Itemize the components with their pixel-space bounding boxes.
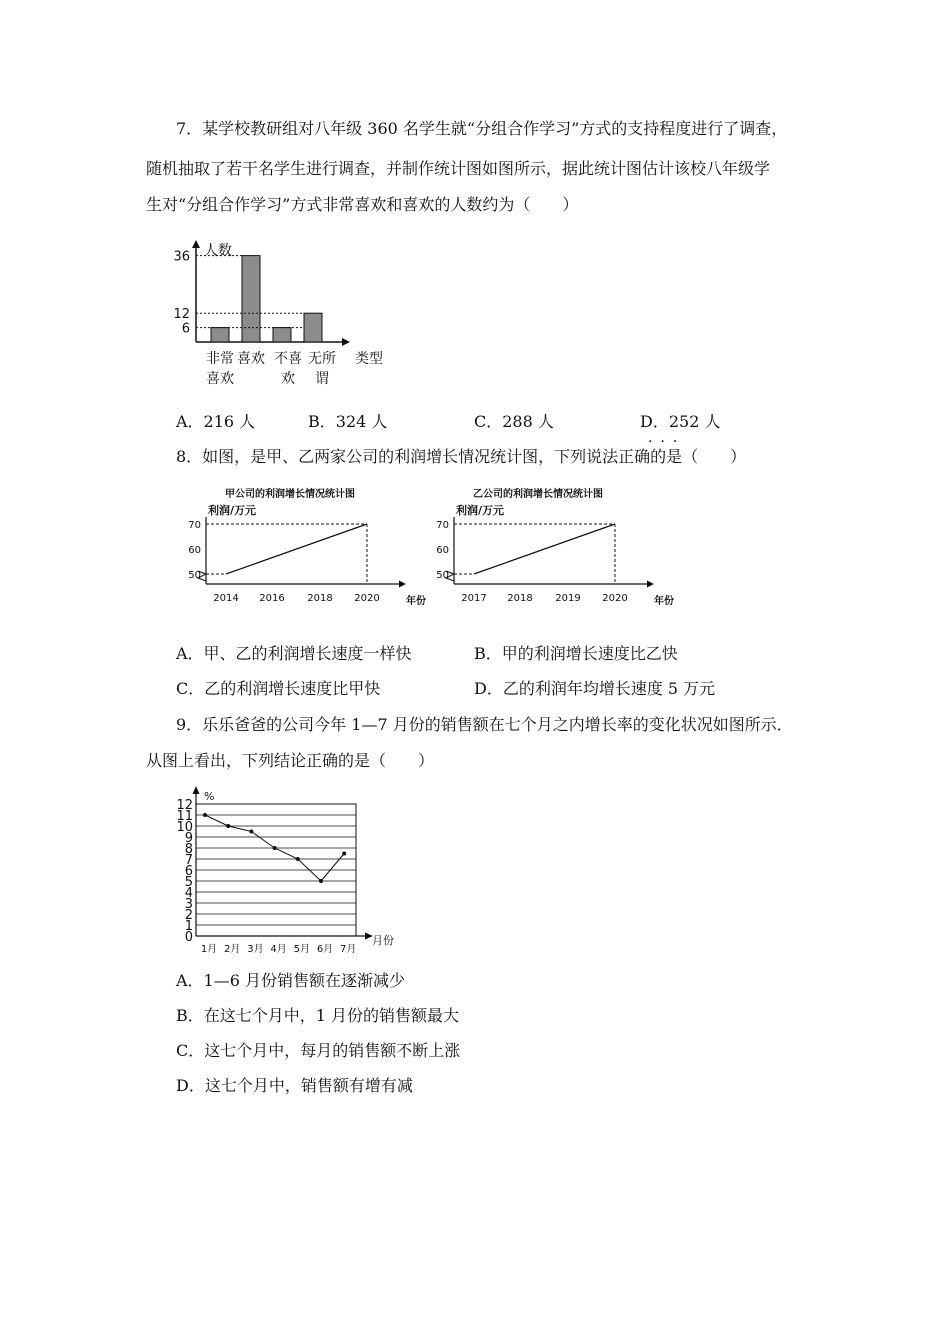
q8-jia-x-tick-2018: 2018 xyxy=(307,593,333,604)
q9-y-tick-4: 4 xyxy=(184,886,193,901)
q8-yi-x-label: 年份 xyxy=(654,596,674,607)
q9-x-tick-2: 2月 xyxy=(224,944,241,955)
q9-y-tick-3: 3 xyxy=(184,897,193,912)
q9-y-tick-0: 0 xyxy=(184,930,193,945)
q8-yi-x-arrow xyxy=(647,581,654,588)
q7-y-label: 人数 xyxy=(204,243,232,259)
q8-jia-series-line xyxy=(226,524,367,574)
q8-yi-x-tick-2017: 2017 xyxy=(461,593,487,604)
q7-y-arrow xyxy=(192,240,200,248)
q8-line-chart-jia xyxy=(188,485,426,613)
q7-option-d[interactable]: D．252 人 xyxy=(640,412,721,431)
q7-cat-label-0-a: 非常 xyxy=(206,351,234,367)
q9-y-tick-9: 9 xyxy=(184,831,193,846)
q9-x-tick-4: 4月 xyxy=(270,944,287,955)
q7-line-2: 随机抽取了若干名学生进行调查，并制作统计图如图所示，据此统计图估计该校八年级学 xyxy=(146,159,771,178)
q9-option-a[interactable]: A．1—6 月份销售额在逐渐减少 xyxy=(176,971,406,990)
q9-x-tick-7: 7月 xyxy=(340,944,357,955)
q8-option-c[interactable]: C．乙的利润增长速度比甲快 xyxy=(176,679,381,698)
q9-y-tick-8: 8 xyxy=(184,842,193,857)
q8-line-chart-yi xyxy=(436,485,674,613)
q9-point-5 xyxy=(296,857,300,861)
q9-x-tick-1: 1月 xyxy=(200,944,218,955)
q9-y-tick-7: 7 xyxy=(184,853,193,868)
q9-line-1: 9．乐乐爸爸的公司今年 1—7 月份的销售额在七个月之内增长率的变化状况如图所示． xyxy=(176,715,793,734)
q9-line-chart xyxy=(172,786,412,956)
q9-x-tick-3: 3月 xyxy=(247,944,264,955)
q7-bar-1 xyxy=(242,256,260,342)
q9-option-b[interactable]: B．在这七个月中，1 月份的销售额最大 xyxy=(176,1006,460,1025)
q7-line-3: 生对“分组合作学习”方式非常喜欢和喜欢的人数约为（ ） xyxy=(146,195,579,214)
q8-yi-y-tick-50: 50 xyxy=(436,570,449,581)
q7-bar-0 xyxy=(211,328,229,342)
q8-jia-y-tick-60: 60 xyxy=(188,545,201,556)
q7-cat-label-2-b: 欢 xyxy=(281,371,295,387)
q8-stem: 8．如图，是甲、乙两家公司的利润增长情况统计图，下列说法正确的是（ ） xyxy=(176,447,747,466)
q8-option-b[interactable]: B．甲的利润增长速度比乙快 xyxy=(474,644,678,663)
q7-axes xyxy=(192,240,383,367)
q9-point-1 xyxy=(203,813,207,817)
q9-line-2: 从图上看出，下列结论正确的是（ ） xyxy=(146,751,435,770)
q9-option-c[interactable]: C．这七个月中，每月的销售额不断上涨 xyxy=(176,1041,461,1060)
q7-bar-3 xyxy=(304,313,322,342)
q7-x-arrow xyxy=(342,338,350,346)
q9-x-tick-6: 6月 xyxy=(316,944,334,955)
q8-jia-x-label: 年份 xyxy=(406,596,426,607)
q7-line-1: 7．某学校教研组对八年级 360 名学生就“分组合作学习”方式的支持程度进行了调查， xyxy=(176,119,788,138)
q9-x-tick-5: 5月 xyxy=(293,944,310,955)
q7-cat-label-1-a: 喜欢 xyxy=(237,351,265,367)
q7-option-b[interactable]: B．324 人 xyxy=(308,412,388,431)
q8-jia-y-label: 利润/万元 xyxy=(208,504,257,517)
q8-option-a[interactable]: A．甲、乙的利润增长速度一样快 xyxy=(176,644,412,663)
q7-option-a[interactable]: A．216 人 xyxy=(176,412,256,431)
q7-bar-chart xyxy=(168,238,408,398)
q7-cat-label-3-a: 无所 xyxy=(308,351,336,367)
q7-cat-label-0-b: 喜欢 xyxy=(206,371,234,387)
q9-y-tick-11: 11 xyxy=(176,809,193,824)
emphasis-dots: ··· xyxy=(648,434,686,450)
q7-y-tick-12: 12 xyxy=(173,307,190,323)
q8-yi-y-tick-60: 60 xyxy=(436,545,449,556)
q8-jia-x-tick-2016: 2016 xyxy=(259,593,285,604)
q9-y-arrow xyxy=(193,786,200,794)
q9-y-tick-12: 12 xyxy=(176,798,193,813)
q8-yi-series-line xyxy=(474,524,615,574)
q9-point-4 xyxy=(273,846,277,850)
q9-y-tick-2: 2 xyxy=(184,908,193,923)
q7-option-c[interactable]: C．288 人 xyxy=(474,412,554,431)
q9-point-6 xyxy=(319,879,323,883)
q7-cat-label-2-a: 不喜 xyxy=(274,351,302,367)
q8-yi-x-tick-2019: 2019 xyxy=(555,593,581,604)
q9-option-d[interactable]: D．这七个月中，销售额有增有减 xyxy=(176,1076,413,1095)
q7-bar-2 xyxy=(273,328,291,342)
q7-cat-label-3-b: 谓 xyxy=(315,371,329,387)
q8-jia-title: 甲公司的利润增长情况统计图 xyxy=(225,489,355,500)
q9-point-7 xyxy=(342,852,346,856)
q8-jia-x-tick-2020: 2020 xyxy=(354,593,380,604)
q8-yi-y-tick-70: 70 xyxy=(436,520,449,531)
q7-x-label: 类型 xyxy=(355,351,383,367)
q8-jia-x-arrow xyxy=(399,581,406,588)
q8-yi-x-tick-2020: 2020 xyxy=(602,593,628,604)
q9-y-tick-1: 1 xyxy=(184,919,193,934)
q9-y-tick-5: 5 xyxy=(184,875,193,890)
q7-y-tick-36: 36 xyxy=(173,249,190,265)
q9-y-tick-10: 10 xyxy=(176,820,193,835)
q8-jia-x-tick-2014: 2014 xyxy=(213,593,239,604)
q8-yi-x-tick-2018: 2018 xyxy=(507,593,533,604)
q8-jia-y-tick-70: 70 xyxy=(188,520,201,531)
q8-jia-y-tick-50: 50 xyxy=(188,570,201,581)
q9-y-tick-6: 6 xyxy=(184,864,193,879)
q9-point-3 xyxy=(249,830,253,834)
q9-y-label: % xyxy=(204,790,215,803)
q7-y-tick-6: 6 xyxy=(181,321,190,337)
q9-point-2 xyxy=(226,824,230,828)
q8-yi-title: 乙公司的利润增长情况统计图 xyxy=(473,489,603,500)
q8-option-d[interactable]: D．乙的利润年均增长速度 5 万元 xyxy=(474,679,716,698)
q9-x-label: 月份 xyxy=(372,934,394,947)
q8-yi-y-label: 利润/万元 xyxy=(456,504,505,517)
